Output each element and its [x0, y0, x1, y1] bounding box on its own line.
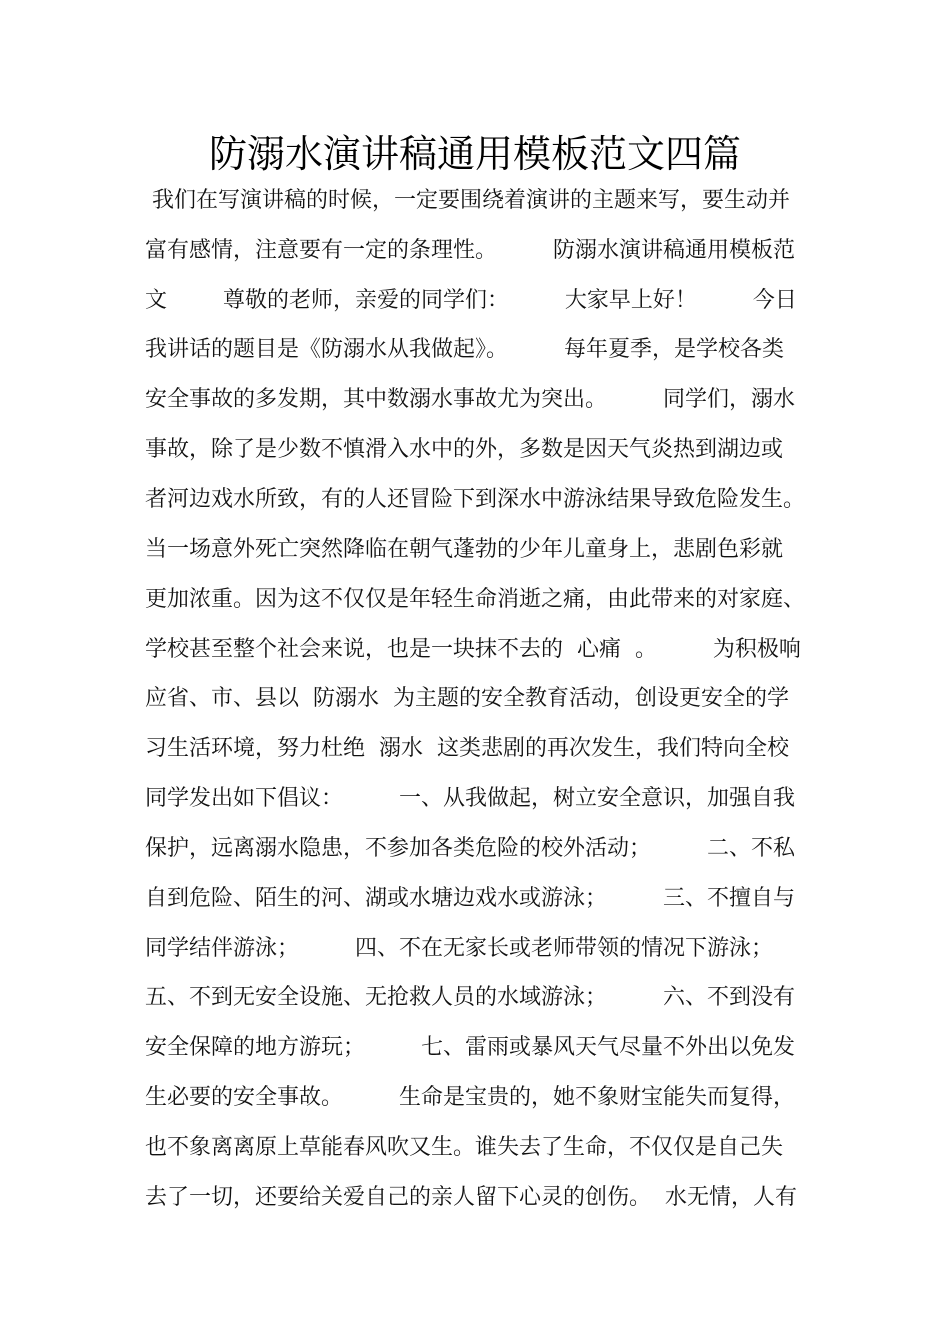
paragraph-line: 我们在写演讲稿的时候，一定要围绕着演讲的主题来写，要生动并	[145, 188, 790, 213]
paragraph-line: 富有感情，注意要有一定的条理性。 防溺水演讲稿通用模板范	[145, 238, 795, 263]
paragraph-line: 学校甚至整个社会来说，也是一块抹不去的 心痛 。 为积极响	[145, 637, 801, 662]
paragraph-line: 当一场意外死亡突然降临在朝气蓬勃的少年儿童身上，悲剧色彩就	[145, 537, 784, 562]
paragraph-line: 者河边戏水所致，有的人还冒险下到深水中游泳结果导致危险发生。	[145, 487, 806, 512]
paragraph-line: 文 尊敬的老师，亲爱的同学们： 大家早上好！ 今日	[145, 288, 797, 313]
paragraph-line: 安全事故的多发期，其中数溺水事故尤为突出。 同学们，溺水	[145, 387, 795, 412]
paragraph-line: 我讲话的题目是《防溺水从我做起》。 每年夏季，是学校各类	[145, 337, 784, 362]
paragraph-line: 生必要的安全事故。 生命是宝贵的，她不象财宝能失而复得，	[145, 1085, 795, 1110]
paragraph-line: 更加浓重。因为这不仅仅是年轻生命消逝之痛，由此带来的对家庭、	[145, 587, 806, 612]
paragraph-line: 事故，除了是少数不慎滑入水中的外，多数是因天气炎热到湖边或	[145, 437, 784, 462]
paragraph-line: 去了一切，还要给关爱自己的亲人留下心灵的创伤。 水无情，人有	[145, 1185, 797, 1210]
paragraph-line: 习生活环境，努力杜绝 溺水 这类悲剧的再次发生，我们特向全校	[145, 736, 789, 761]
document-title: 防溺水演讲稿通用模板范文四篇	[208, 132, 741, 176]
paragraph-line: 同学结伴游泳； 四、不在无家长或老师带领的情况下游泳；	[145, 936, 773, 961]
paragraph-line: 同学发出如下倡议： 一、从我做起，树立安全意识，加强自我	[145, 786, 795, 811]
paragraph-line: 五、不到无安全设施、无抢救人员的水域游泳； 六、不到没有	[145, 985, 795, 1010]
paragraph-line: 保护，远离溺水隐患，不参加各类危险的校外活动； 二、不私	[145, 836, 795, 861]
paragraph-line: 应省、市、县以 防溺水 为主题的安全教育活动，创设更安全的学	[145, 686, 789, 711]
paragraph-line: 安全保障的地方游玩； 七、雷雨或暴风天气尽量不外出以免发	[145, 1035, 795, 1060]
paragraph-line: 也不象离离原上草能春风吹又生。谁失去了生命，不仅仅是自己失	[145, 1135, 784, 1160]
paragraph-line: 自到危险、陌生的河、湖或水塘边戏水或游泳； 三、不擅自与	[145, 886, 795, 911]
